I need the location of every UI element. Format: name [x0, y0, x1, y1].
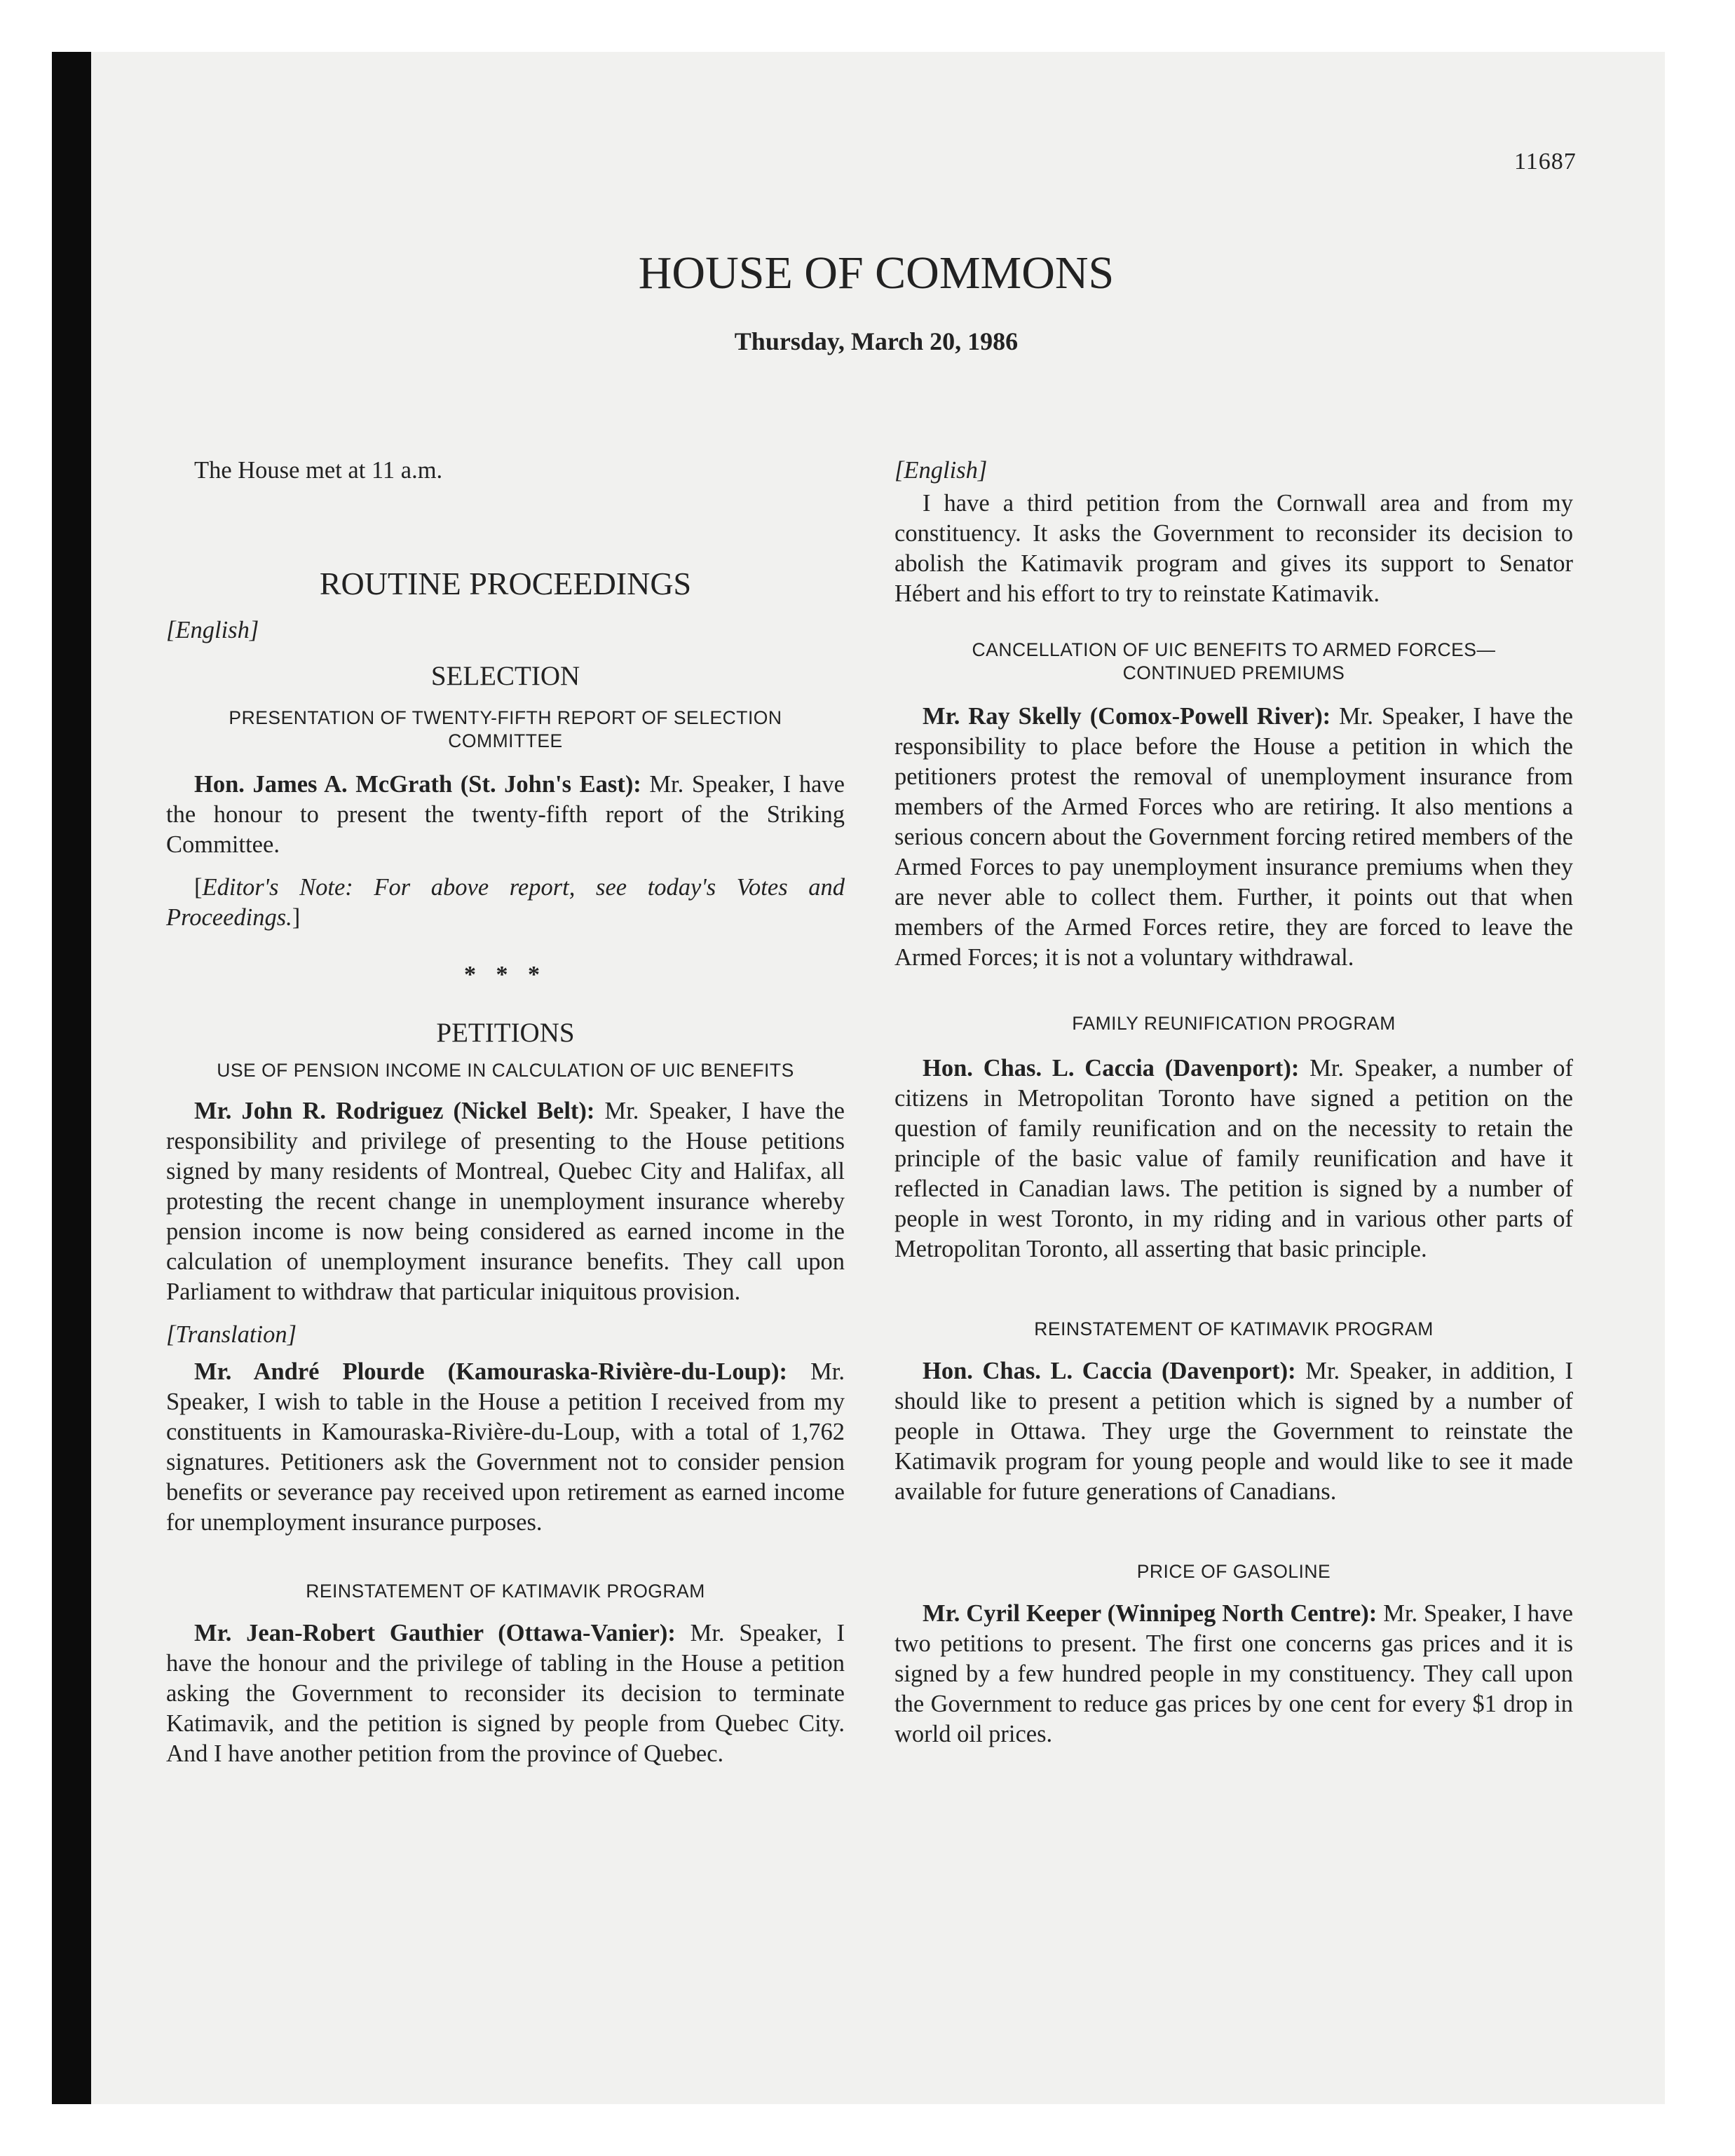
caccia-family-statement [894, 1053, 1573, 1264]
language-tag-english: [English] [894, 457, 988, 484]
statement-text: Mr. Speaker, a number of citizens in Metropolitan Toronto have signed a petition on the question of family reunification and on the necessity to retain the principle of the basic value of family reunification and have it reflected in Canadian laws. The petition is signed by a number of people in west Toronto, in my riding and in various other parts of Metropolitan Toronto, all asserting that basic principle. [894, 1055, 1574, 1262]
scan-edge [52, 52, 91, 2104]
statement-text: Mr. Speaker, I have the responsibility and privilege of presenting to the House petitions signed by many residents of Montreal, Quebec City and Halifax, all protesting the recent change in unemployment insurance whereby pension income is now being considered as earned income in the calculation of unemployment insurance benefits. They call upon Parliament to withdraw that particular iniquitous provision. [166, 1098, 845, 1305]
editor-note [166, 873, 845, 933]
rodriguez-statement [166, 1096, 845, 1307]
plourde-statement [166, 1357, 845, 1538]
house-met-line: The House met at 11 a.m. [194, 457, 443, 484]
statement-text: Mr. Speaker, in addition, I should like to present a petition which is signed by a number of people in Ottawa. They urge the Government to reinstate the Katimavik program for young people and would like to see it made available for future generations of Canadians. [894, 1358, 1573, 1505]
language-tag-english: [English] [166, 617, 259, 643]
editor-note-text: Editor's Note: For above report, see today's Votes and Proceedings. [166, 874, 845, 931]
selection-subheading: PRESENTATION OF TWENTY-FIFTH REPORT OF SELECTION COMMITTEE [229, 707, 782, 751]
section-separator: * * * [464, 962, 547, 988]
sitting-date: Thursday, March 20, 1986 [734, 327, 1019, 355]
keeper-statement [894, 1599, 1573, 1749]
uic-subheading: CANCELLATION OF UIC BENEFITS TO ARMED FORCES— CONTINUED PREMIUMS [972, 639, 1496, 683]
page-number: 11687 [1514, 149, 1577, 175]
speaker-name: Mr. Cyril Keeper (Winnipeg North Centre): [923, 1600, 1377, 1627]
speaker-name: Mr. John R. Rodriguez (Nickel Belt): [194, 1098, 595, 1124]
speaker-name: Hon. James A. McGrath (St. John's East): [194, 771, 641, 798]
routine-proceedings-heading: ROUTINE PROCEEDINGS [319, 566, 692, 601]
gauthier-statement [166, 1618, 845, 1769]
mcgrath-statement [166, 770, 845, 860]
language-tag-translation: [Translation] [166, 1321, 297, 1348]
katimavik-subheading: REINSTATEMENT OF KATIMAVIK PROGRAM [306, 1581, 705, 1602]
gasoline-subheading: PRICE OF GASOLINE [1136, 1561, 1331, 1582]
third-petition-text: I have a third petition from the Cornwall area and from my constituency. It asks the Government to reconsider its decision to abolish the Katimavik program and gives its support to Senator Hébert and his effort to try to reinstate Katimavik. [894, 490, 1573, 607]
pension-subheading: USE OF PENSION INCOME IN CALCULATION OF UIC BENEFITS [217, 1060, 794, 1081]
speaker-name: Hon. Chas. L. Caccia (Davenport): [923, 1358, 1296, 1384]
katimavik-subheading: REINSTATEMENT OF KATIMAVIK PROGRAM [1034, 1318, 1434, 1339]
selection-heading: SELECTION [430, 661, 580, 691]
family-subheading: FAMILY REUNIFICATION PROGRAM [1072, 1013, 1396, 1034]
statement-text: Mr. Speaker, I have two petitions to present. The first one concerns gas prices and it is signed by a few hundred people in my constituency. They call upon the Government to reduce gas prices by one cent for every $1 drop in world oil prices. [894, 1600, 1573, 1747]
page-title: HOUSE OF COMMONS [638, 247, 1115, 299]
left-column [166, 456, 845, 1769]
speaker-name: Hon. Chas. L. Caccia (Davenport): [923, 1055, 1300, 1082]
right-column [894, 456, 1573, 1749]
skelly-statement [894, 702, 1573, 973]
bracket-close: ] [292, 904, 301, 931]
statement-text: Mr. Speaker, I have the honour to present the twenty-fifth report of the Striking Committee. [166, 771, 845, 858]
statement-text: Mr. Speaker, I have the responsibility to place before the House a petition in which the petitioners protest the removal of unemployment insurance from members of the Armed Forces who are retiring. It also mentions a serious concern about the Government forcing retired members of the Armed Forces to pay unemployment insurance premiums when they are never able to collect them. Further, it points out that when members of the Armed Forces retire, they are forced to leave the Armed Forces; it is not a voluntary withdrawal. [894, 703, 1573, 971]
speaker-name: Mr. André Plourde (Kamouraska-Rivière-du-Loup): [194, 1358, 787, 1385]
statement-text: Mr. Speaker, I wish to table in the House a petition I received from my constituents in Kamouraska-Rivière-du-Loup, with a total of 1,762 signatures. Petitioners ask the Government not to consider pension benefits or severance pay received upon retirement as earned income for unemployment insurance purposes. [166, 1358, 845, 1536]
caccia-katimavik-statement [894, 1356, 1573, 1507]
bracket-open: [ [194, 874, 203, 901]
petitions-heading: PETITIONS [436, 1018, 575, 1048]
statement-text: Mr. Speaker, I have the honour and the privilege of tabling in the House a petition asking the Government to reconsider its decision to terminate Katimavik, and the petition is signed by people from Quebec City. And I have another petition from the province of Quebec. [166, 1620, 845, 1767]
speaker-name: Mr. Ray Skelly (Comox-Powell River): [923, 703, 1331, 730]
speaker-name: Mr. Jean-Robert Gauthier (Ottawa-Vanier): [194, 1620, 676, 1646]
